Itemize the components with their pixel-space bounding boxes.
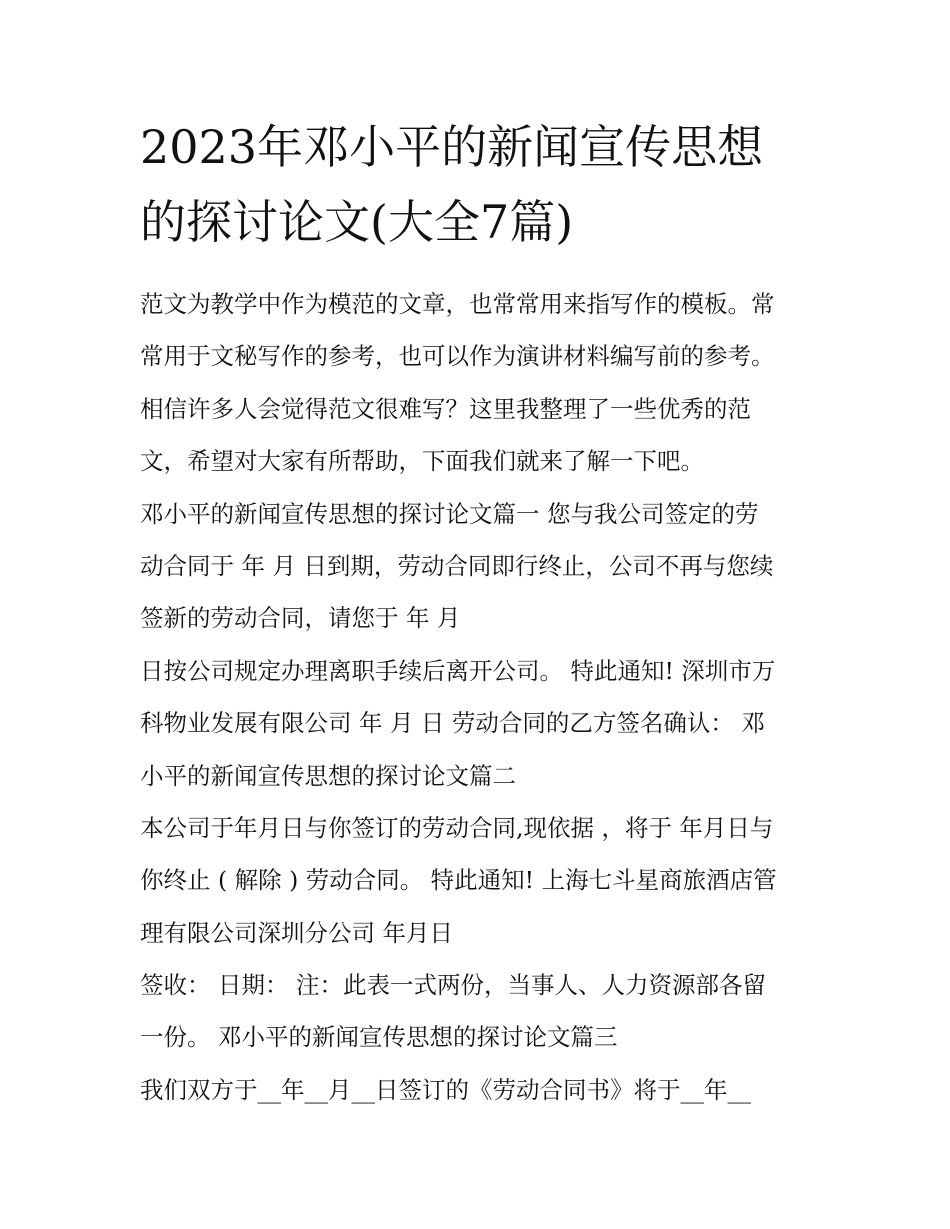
body-line: 签新的劳动合同，请您于 年 月 xyxy=(140,604,461,633)
document-title xyxy=(140,110,820,260)
body-line: 动合同于 年 月 日到期，劳动合同即行终止，公司不再与您续 xyxy=(140,551,774,580)
body-line: 理有限公司深圳分公司 年月日 xyxy=(140,918,453,947)
body-line: 签收： 日期： 注：此表一式两份，当事人、人力资源部各留 xyxy=(140,971,766,1000)
body-line: 本公司于年月日与你签订的劳动合同,现依据 ，将于 年月日与 xyxy=(140,813,774,842)
document-body xyxy=(140,278,812,1116)
body-line: 科物业发展有限公司 年 月 日 劳动合同的乙方签名确认： 邓 xyxy=(140,709,765,738)
body-line: 你终止 ( 解除 ) 劳动合同。 特此通知! 上海七斗星商旅酒店管 xyxy=(140,866,777,895)
body-line: 我们双方于__年__月__日签订的《劳动合同书》将于__年__ xyxy=(140,1075,751,1104)
body-line: 常用于文秘写作的参考，也可以作为演讲材料编写前的参考。 xyxy=(140,342,775,371)
body-line: 范文为教学中作为模范的文章，也常常用来指写作的模板。常 xyxy=(140,290,775,318)
body-line: 小平的新闻宣传思想的探讨论文篇二 xyxy=(140,761,516,790)
body-line: 日按公司规定办理离职手续后离开公司。 特此通知! 深圳市万 xyxy=(140,656,776,685)
title-line-1: 2023年邓小平的新闻宣传思想 xyxy=(140,120,764,174)
body-line: 邓小平的新闻宣传思想的探讨论文篇一 您与我公司签定的劳 xyxy=(140,499,759,528)
body-line: 相信许多人会觉得范文很难写？这里我整理了一些优秀的范 xyxy=(140,394,751,423)
body-line: 一份。 邓小平的新闻宣传思想的探讨论文篇三 xyxy=(140,1023,618,1052)
body-line: 文，希望对大家有所帮助，下面我们就来了解一下吧。 xyxy=(140,447,704,476)
title-line-2: 的探讨论文(大全7篇) xyxy=(140,195,574,249)
